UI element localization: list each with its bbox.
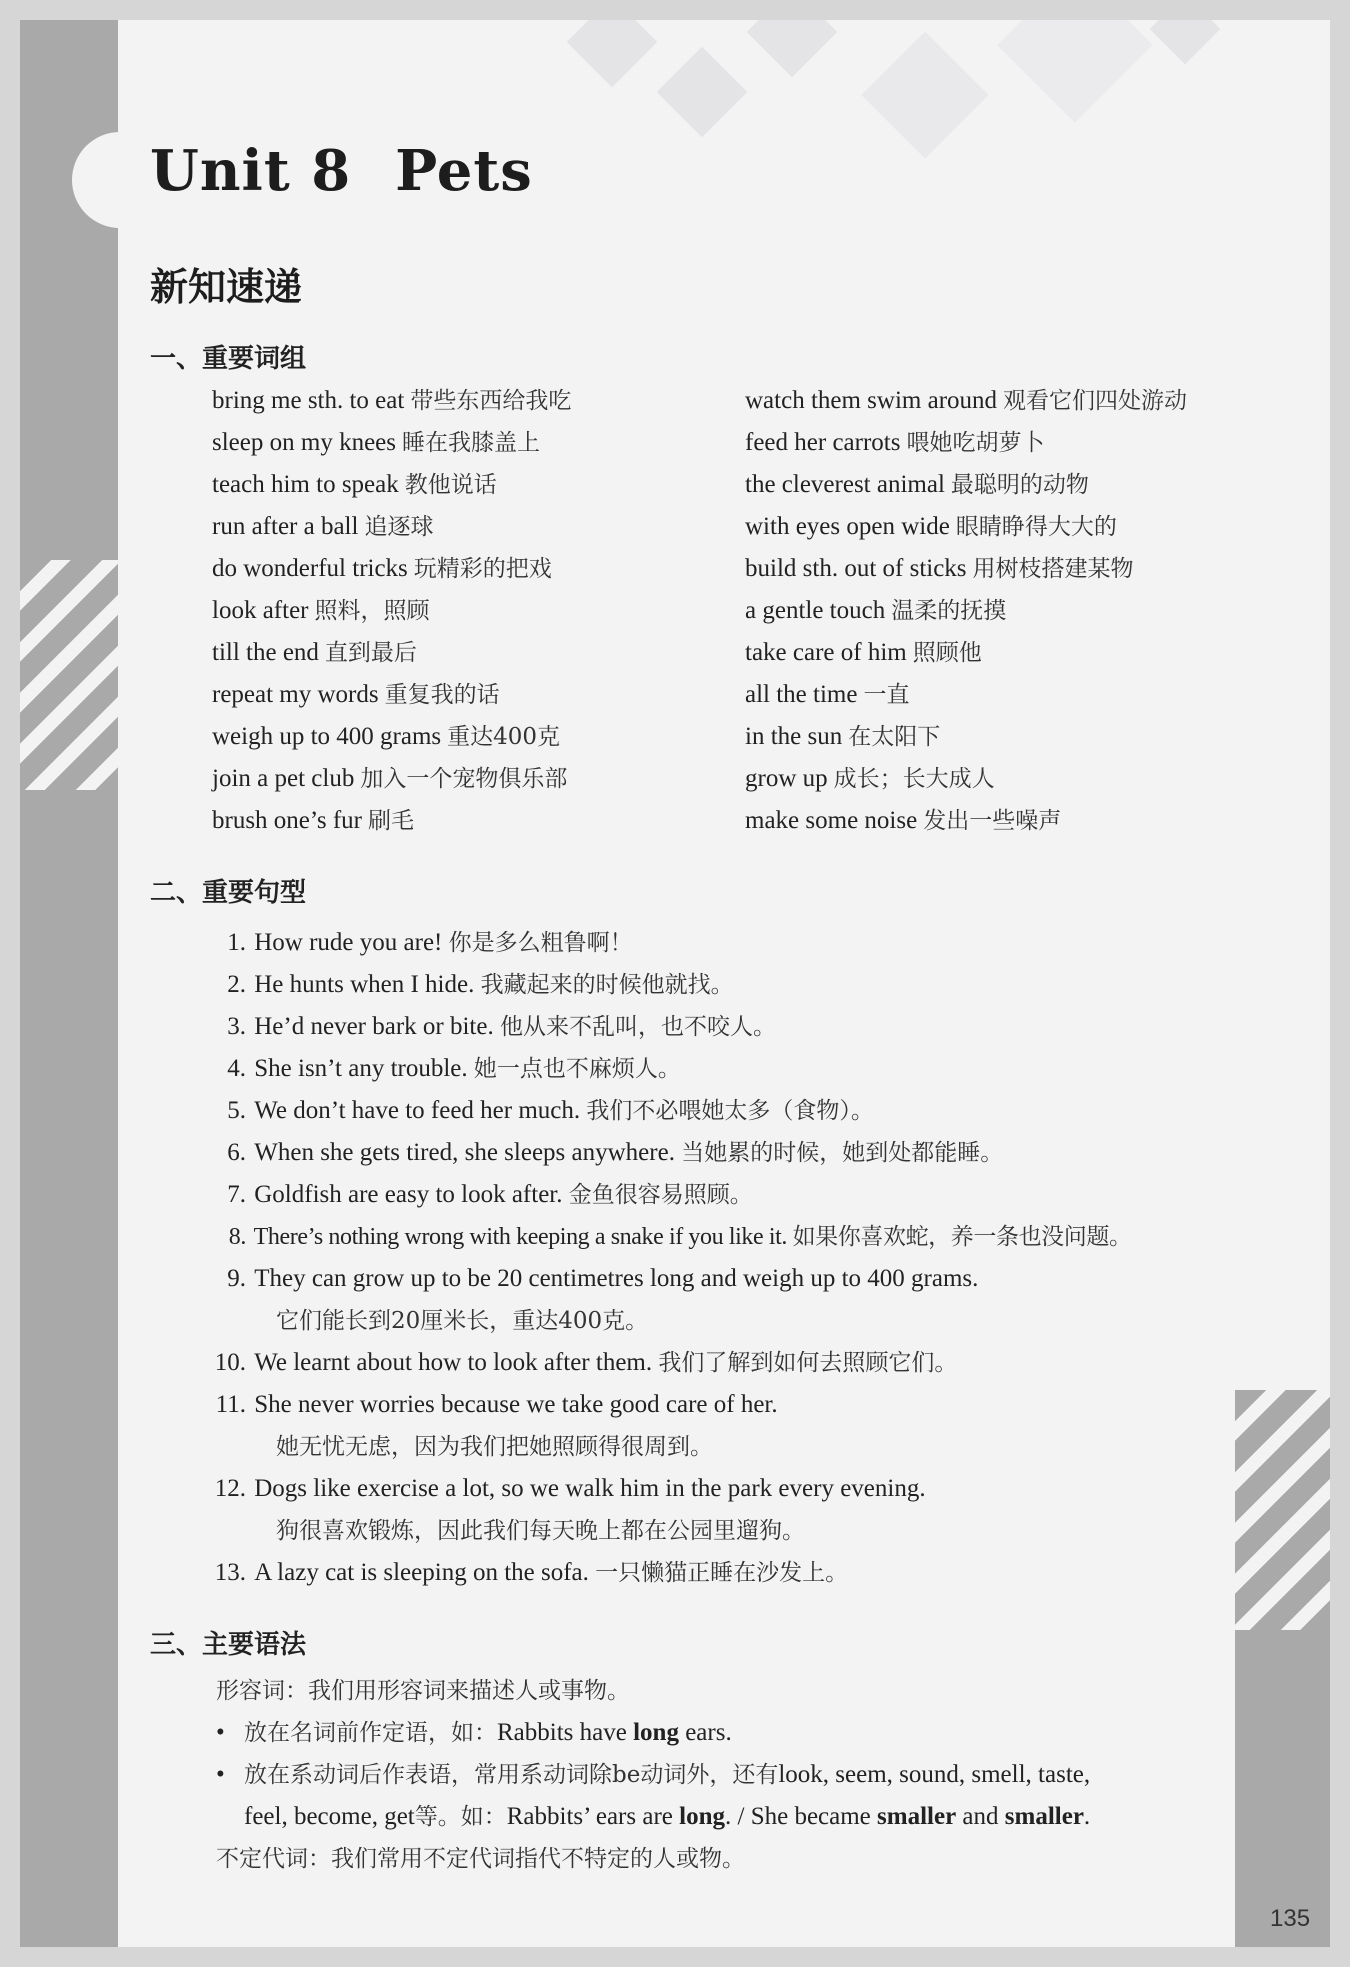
phrase-item: the cleverest animal 最聪明的动物 <box>745 471 1089 498</box>
phrase-item: run after a ball 追逐球 <box>212 513 434 540</box>
adjective-intro: 形容词：我们用形容词来描述人或事物。 <box>216 1678 630 1704</box>
textbook-page <box>20 20 1330 1947</box>
grammar-bullet: • 放在系动词后作表语，常用系动词除be动词外，还有look, seem, sound, smell, taste, <box>216 1754 1236 1796</box>
left-margin-band <box>20 20 118 1947</box>
phrase-item: in the sun 在太阳下 <box>745 723 941 750</box>
unit-topic: Pets <box>395 138 533 204</box>
sentence-item: 5. We don’t have to feed her much. 我们不必喂她太多（食物）。 <box>227 1097 874 1124</box>
phrase-item: repeat my words 重复我的话 <box>212 681 500 708</box>
phrase-item: do wonderful tricks 玩精彩的把戏 <box>212 555 552 582</box>
phrase-item: watch them swim around 观看它们四处游动 <box>745 387 1188 414</box>
sentence-item: 11. She never worries because we take good care of her. 她无忧无虑，因为我们把她照顾得很周到。 <box>215 1391 778 1460</box>
diamond-decoration <box>567 20 658 87</box>
phrase-item: teach him to speak 教他说话 <box>212 471 497 498</box>
sentence-item: 4. She isn’t any trouble. 她一点也不麻烦人。 <box>227 1055 681 1082</box>
diamond-decoration <box>747 20 838 77</box>
section-title: 新知速递 <box>150 265 303 309</box>
phrase-item: sleep on my knees 睡在我膝盖上 <box>212 429 540 456</box>
grammar-section <box>216 1670 1236 1880</box>
phrase-item: take care of him 照顾他 <box>745 639 982 666</box>
sentence-item: 1. How rude you are! 你是多么粗鲁啊！ <box>227 929 633 956</box>
sentence-item: 3. He’d never bark or bite. 他从来不乱叫，也不咬人。 <box>227 1013 776 1040</box>
phrase-item: a gentle touch 温柔的抚摸 <box>745 597 1007 624</box>
heading-phrases: 一、重要词组 <box>150 344 307 374</box>
heading-grammar: 三、主要语法 <box>150 1630 307 1660</box>
phrase-item: make some noise 发出一些噪声 <box>745 807 1062 834</box>
phrase-item: bring me sth. to eat 带些东西给我吃 <box>212 387 572 414</box>
left-stripe-decoration <box>20 560 118 790</box>
pronoun-intro: 不定代词：我们常用不定代词指代不特定的人或物。 <box>216 1846 745 1872</box>
heading-sentences: 二、重要句型 <box>150 878 307 908</box>
right-stripe-decoration <box>1235 1390 1330 1630</box>
diamond-decoration <box>1150 20 1221 64</box>
sentence-item: 12. Dogs like exercise a lot, so we walk him in the park every evening. 狗很喜欢锻炼，因此我们每天晚上都在公园里遛狗。 <box>214 1475 926 1544</box>
sentence-item: 9. They can grow up to be 20 centimetres long and weigh up to 400 grams. 它们能长到20厘米长，重达400克。 <box>227 1265 979 1334</box>
grammar-bullet: • 放在名词前作定语，如：Rabbits have long ears. <box>216 1712 1236 1754</box>
phrase-item: all the time 一直 <box>745 681 910 708</box>
phrase-item: grow up 成长；长大成人 <box>745 765 995 792</box>
phrase-item: look after 照料，照顾 <box>212 597 430 624</box>
sentence-item: 2. He hunts when I hide. 我藏起来的时候他就找。 <box>227 971 734 998</box>
phrase-item: till the end 直到最后 <box>212 639 417 666</box>
bullet-icon: • <box>216 1761 225 1788</box>
phrase-item: build sth. out of sticks 用树枝搭建某物 <box>745 555 1134 582</box>
bullet-icon: • <box>216 1719 225 1746</box>
phrase-list <box>212 382 1232 844</box>
phrase-item: with eyes open wide 眼睛睁得大大的 <box>745 513 1117 540</box>
diamond-decoration <box>861 31 988 158</box>
unit-label: Unit 8 <box>150 138 352 204</box>
phrase-item: weigh up to 400 grams 重达400克 <box>212 723 561 750</box>
unit-title <box>150 138 533 204</box>
phrase-item: brush one’s fur 刷毛 <box>212 807 414 834</box>
page-number: 135 <box>1270 1905 1311 1932</box>
sentence-list <box>196 922 1236 1594</box>
sentence-item: 10. We learnt about how to look after them. 我们了解到如何去照顾它们。 <box>214 1349 958 1376</box>
sentence-item: 8. There’s nothing wrong with keeping a snake if you like it. 如果你喜欢蛇，养一条也没问题。 <box>228 1224 1132 1250</box>
grammar-bullet-continued: feel, become, get等。如：Rabbits’ ears are long. / She became smaller and smaller. <box>244 1803 1091 1830</box>
diamond-decoration <box>657 47 748 138</box>
phrase-item: feed her carrots 喂她吃胡萝卜 <box>745 429 1045 456</box>
sentence-item: 13. A lazy cat is sleeping on the sofa. 一只懒猫正睡在沙发上。 <box>214 1559 849 1586</box>
phrase-item: join a pet club 加入一个宠物俱乐部 <box>212 765 568 792</box>
sentence-item: 7. Goldfish are easy to look after. 金鱼很容易照顾。 <box>227 1181 753 1208</box>
sentence-item: 6. When she gets tired, she sleeps anywhere. 当她累的时候，她到处都能睡。 <box>227 1139 1004 1166</box>
diamond-decoration <box>997 20 1153 123</box>
